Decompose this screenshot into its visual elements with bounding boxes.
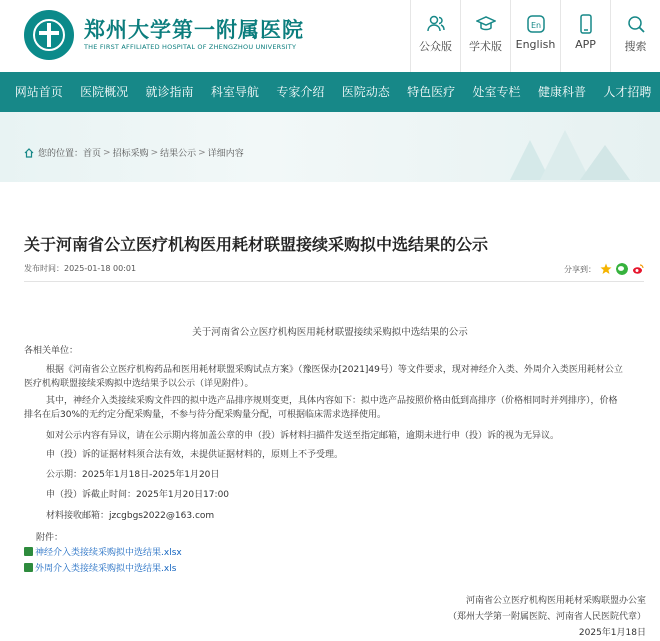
doc-title: 关于河南省公立医疗机构医用耗材联盟接续采购拟中选结果的公示	[192, 327, 468, 338]
salutation: 各相关单位：	[24, 346, 79, 356]
english-icon	[526, 14, 546, 34]
paragraph-1-line-2: 医疗机构联盟接续采购拟中选结果予以公示（详见附件）。	[24, 379, 254, 389]
paragraph-2-line-1: 其中，神经介入类接续采购文件四的拟中选产品排序规则变更，具体内容如下：拟中选产品按照价格由低到高排序（价格相同时并列排序），价格	[46, 396, 618, 406]
share-label: 分享到：	[564, 264, 596, 274]
home-icon	[24, 148, 34, 158]
attachment-name: 外周介入类接续采购拟中选结果.xls	[35, 564, 177, 574]
site-header	[0, 0, 660, 72]
attachments-label: 附件：	[36, 533, 64, 543]
main-nav	[0, 72, 660, 112]
nav-overview[interactable]: 医院概况	[80, 85, 129, 99]
search-icon	[626, 14, 646, 34]
phone-icon	[576, 14, 596, 34]
svg-text:En: En	[530, 21, 542, 30]
nav-health[interactable]: 健康科普	[537, 85, 586, 99]
hospital-name[interactable]: 郑州大学第一附属医院	[84, 17, 304, 42]
receiving-email: 材料接收邮箱：jzcgbgs2022@163.com	[46, 511, 215, 521]
share-bar	[564, 263, 644, 275]
breadcrumb-home[interactable]: 首页	[83, 149, 102, 159]
paragraph-1-line-1: 根据《河南省公立医疗机构药品和医用耗材联盟采购试点方案》（豫医保办[2021]49号）等文件要求，现对神经介入类、外周介入类医用耗材公立	[46, 365, 623, 375]
excel-file-icon	[24, 563, 33, 572]
breadcrumb-separator: >	[150, 147, 159, 158]
publish-time	[24, 263, 136, 274]
notice-period: 公示期：2025年1月18日-2025年1月20日	[46, 470, 220, 480]
complaint-deadline: 申（投）诉截止时间：2025年1月20日17:00	[46, 490, 230, 500]
breadcrumb	[24, 146, 244, 159]
breadcrumb-separator: >	[103, 147, 111, 158]
tool-label: 学术版	[469, 40, 502, 53]
nav-recruitment[interactable]: 人才招聘	[603, 85, 652, 99]
tool-label: 搜索	[624, 40, 647, 53]
breadcrumb-results[interactable]: 结果公示	[160, 149, 197, 159]
signature-date: 2025年1月18日	[578, 628, 646, 638]
nav-guide[interactable]: 就诊指南	[145, 85, 194, 99]
signature-office: 河南省公立医疗机构医用耗材采购联盟办公室	[465, 596, 646, 606]
tool-app[interactable]	[560, 0, 610, 72]
nav-offices[interactable]: 处室专栏	[472, 85, 521, 99]
attachment-link[interactable]	[24, 545, 182, 558]
graduation-cap-icon	[476, 14, 496, 34]
nav-specialty[interactable]: 特色医疗	[407, 85, 456, 99]
breadcrumb-prefix: 您的位置：	[38, 149, 84, 159]
tool-public-version[interactable]	[410, 0, 460, 72]
header-tools	[410, 0, 660, 72]
tool-label: English	[515, 38, 556, 51]
title-divider	[24, 281, 644, 282]
wechat-icon[interactable]	[616, 263, 628, 275]
tool-academic-version[interactable]	[460, 0, 510, 72]
nav-departments[interactable]: 科室导航	[210, 85, 259, 99]
breadcrumb-bidding[interactable]: 招标采购	[112, 149, 149, 159]
hospital-name-en: THE FIRST AFFILIATED HOSPITAL OF ZHENGZHOU UNIVERSITY	[84, 43, 297, 51]
excel-file-icon	[24, 547, 33, 556]
signature-seal-note: （郑州大学第一附属医院、河南省人民医院代章）	[447, 612, 646, 622]
attachment-name: 神经介入类接续采购拟中选结果.xlsx	[35, 548, 182, 558]
page-title: 关于河南省公立医疗机构医用耗材联盟接续采购拟中选结果的公示	[24, 235, 489, 254]
publish-label: 发布时间：	[24, 264, 64, 273]
banner-decoration	[510, 120, 630, 180]
tool-label: 公众版	[419, 40, 452, 53]
tool-english[interactable]	[510, 0, 560, 72]
attachment-link[interactable]	[24, 561, 176, 574]
breadcrumb-detail: 详细内容	[207, 149, 244, 159]
hospital-logo-icon[interactable]	[24, 10, 74, 60]
nav-news[interactable]: 医院动态	[341, 85, 390, 99]
nav-home[interactable]: 网站首页	[14, 85, 63, 99]
nav-experts[interactable]: 专家介绍	[276, 85, 325, 99]
tool-label: APP	[575, 38, 596, 51]
weibo-icon[interactable]	[632, 263, 644, 275]
qzone-star-icon[interactable]	[600, 263, 612, 275]
paragraph-3: 如对公示内容有异议，请在公示期内将加盖公章的申（投）诉材料扫描件发送至指定邮箱，逾期未进行申（投）诉的视为无异议。	[46, 431, 560, 441]
tool-search[interactable]	[610, 0, 660, 72]
paragraph-4: 申（投）诉的证据材料须合法有效，未提供证据材料的，原则上不予受理。	[46, 450, 344, 460]
publish-value: 2025-01-18 00:01	[64, 264, 137, 273]
breadcrumb-separator: >	[198, 147, 206, 158]
paragraph-2-line-2: 排名在后30%的无约定分配采购量，不参与待分配采购量分配，可根据临床需求选择使用。	[24, 410, 387, 420]
users-icon	[426, 14, 446, 34]
